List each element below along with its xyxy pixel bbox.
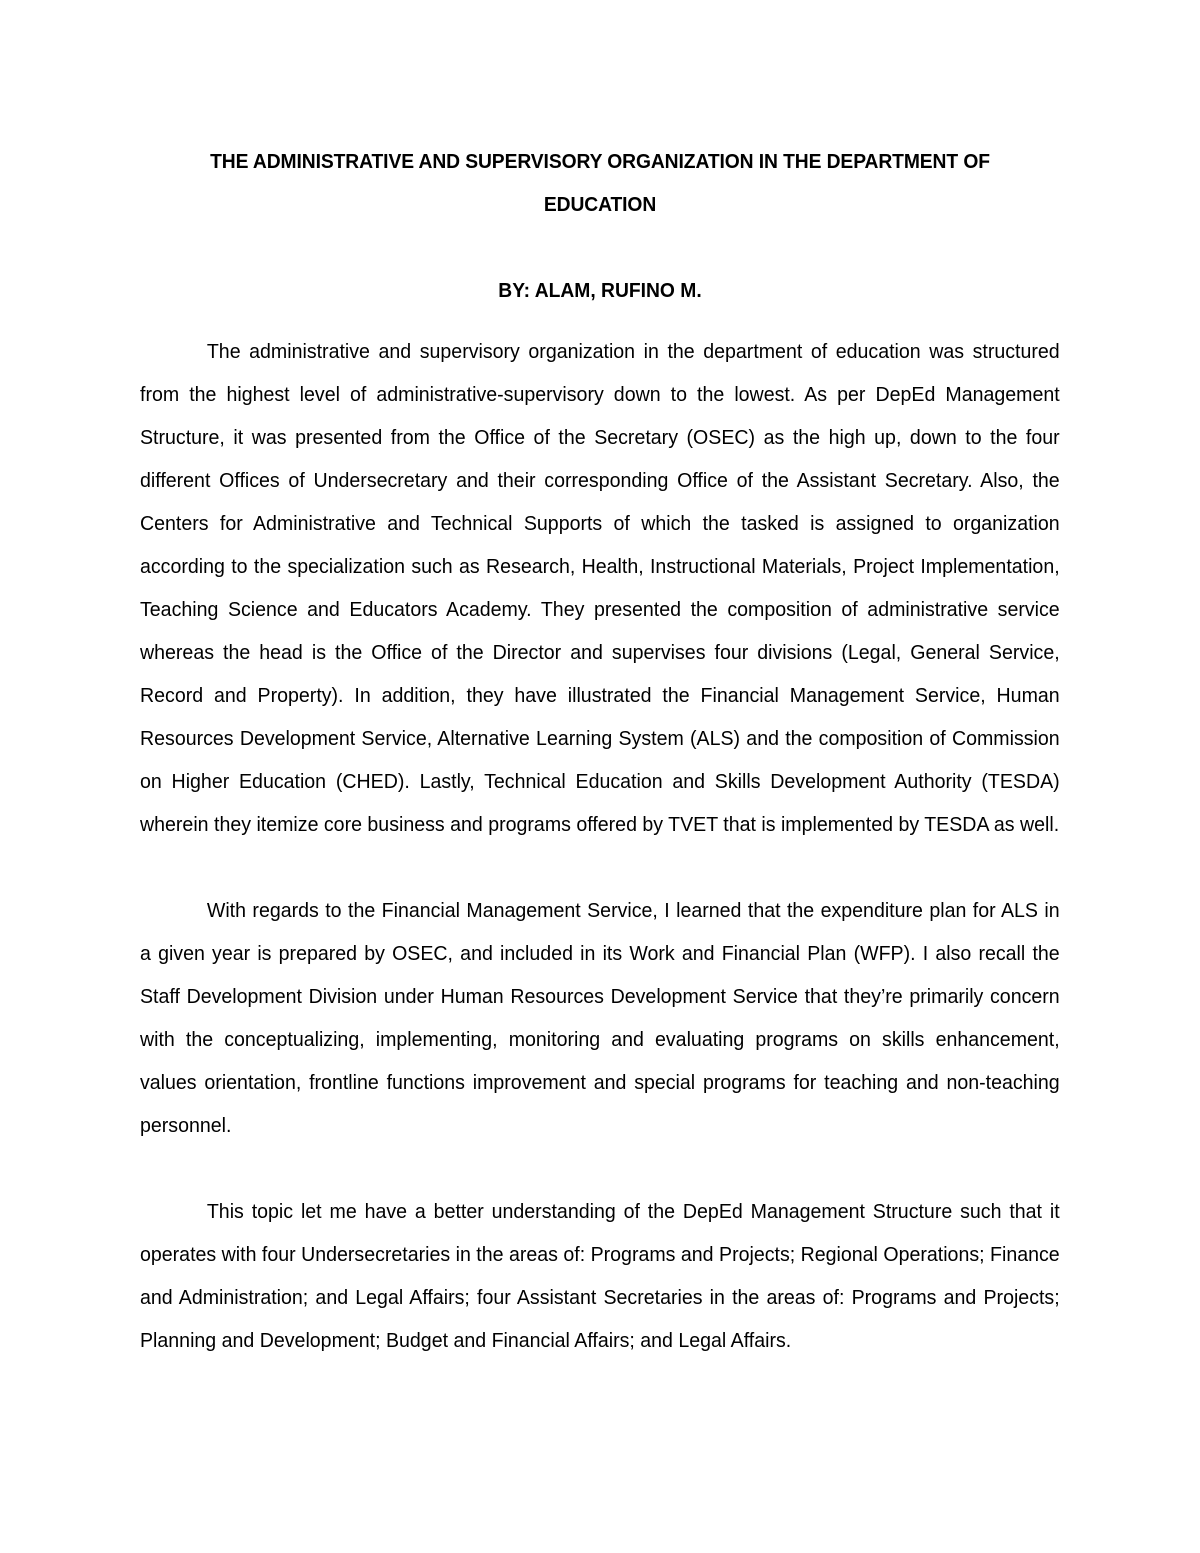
page-title: THE ADMINISTRATIVE AND SUPERVISORY ORGANIZATION IN THE DEPARTMENT OF EDUCATION [210,150,990,216]
body-paragraph-1: The administrative and supervisory organization in the department of education was structured from the highest level of administrative-supervisory down to the lowest. As per DepEd Management Structure, it was presented from the Office of the Secretary (OSEC) as the high up, down to the four different Offices of Undersecretary and their corresponding Office of the Assistant Secretary. Also, the Centers for Administrative and Technical Supports of which the tasked is assigned to organization according to the specialization such as Research, Health, Instructional Materials, Project Implementation, Teaching Science and Educators Academy. They presented the composition of administrative service whereas the head is the Office of the Director and supervises four divisions (Legal, General Service, Record and Property). In addition, they have illustrated the Financial Management Service, Human Resources Development Service, Alternative Learning System (ALS) and the composition of Commission on Higher Education (CHED). Lastly, Technical Education and Skills Development Authority (TESDA) wherein they itemize core business and programs offered by TVET that is implemented by TESDA as well. [140,340,1060,836]
body-paragraph-2: With regards to the Financial Management Service, I learned that the expenditure plan for ALS in a given year is prepared by OSEC, and included in its Work and Financial Plan (WFP). I also recall the Staff Development Division under Human Resources Development Service that they’re primarily concern with the conceptualizing, implementing, monitoring and evaluating programs on skills enhancement, values orientation, frontline functions improvement and special programs for teaching and non-teaching personnel. [140,899,1060,1137]
author-byline: BY: ALAM, RUFINO M. [498,279,702,302]
document-content [140,140,1060,1362]
body-paragraph-3: This topic let me have a better understanding of the DepEd Management Structure such that it operates with four Undersecretaries in the areas of: Programs and Projects; Regional Operations; Finance and Administration; and Legal Affairs; four Assistant Secretaries in the areas of: Programs and Projects; Planning and Development; Budget and Financial Affairs; and Legal Affairs. [140,1200,1060,1352]
document-body [140,330,1060,1362]
